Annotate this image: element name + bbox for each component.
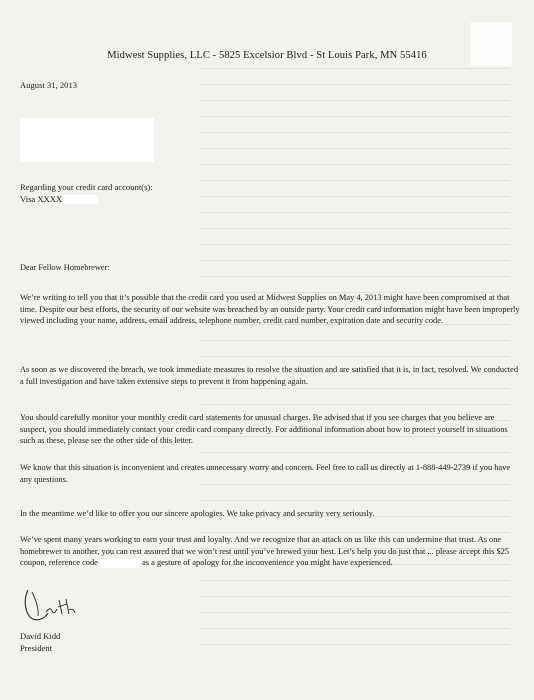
paragraph-coupon-offer [20, 534, 520, 569]
signature-block [20, 630, 60, 655]
account-reference [20, 182, 153, 205]
signer-title: President [20, 643, 52, 654]
paragraph-contact: We know that this situation is inconvenient and creates unnecessary worry and concern. Feel free to call us directly at 1-888-449-2739 if you have any questions. [20, 463, 511, 484]
card-number-masked: Visa XXXX [20, 193, 63, 204]
coupon-text-lead: We’ve spent many years working to earn your trust and loyalty. And we recognize that an attack on us like this can undermine that trust. As one homebrewer to another, you can rest assured that we won’t rest until you’ve brewed your best. Let’s help you do just that ... please accept this $25 coupon, reference code [20, 535, 510, 568]
paragraph-resolution: As soon as we discovered the breach, we took immediate measures to resolve the situation and are satisfied that it is, in fact, resolved. We conducted a full investigation and have taken extensive steps to prevent it from happening again. [20, 365, 519, 386]
redacted-coupon-code [100, 559, 140, 568]
redacted-recipient-address [20, 118, 154, 162]
salutation: Dear Fellow Homebrewer: [20, 263, 110, 272]
paragraph-apology: In the meantime we’d like to offer you our sincere apologies. We take privacy and security very seriously. [20, 509, 375, 518]
redacted-card-digits [64, 195, 98, 204]
reverse-side-show-through [200, 60, 510, 660]
letterhead: Midwest Supplies, LLC - 5825 Excelsior Blvd - St Louis Park, MN 55416 [107, 50, 427, 61]
signer-name: David Kidd [20, 631, 61, 641]
paragraph-breach-notice: We’re writing to tell you that it’s possible that the credit card you used at Midwest Supplies on May 4, 2013 might have been compromised at that time. Despite our best efforts, the security of our website was breached by an outside party. Your credit card information might have been improperly viewed including your name, address, email address, telephone number, credit card number, expiration date and security code. [20, 293, 520, 326]
account-reference-card [20, 194, 153, 206]
letter-date: August 31, 2013 [20, 80, 78, 90]
account-reference-label: Regarding your credit card account(s): [20, 182, 153, 192]
coupon-text-tail: as a gesture of apology for the inconvenience you might have experienced. [139, 558, 393, 568]
paragraph-monitoring-advice: You should carefully monitor your monthly credit card statements for unusual charges. Be advised that if you see charges that you believe are suspect, you should immediately contact your credit card company directly. For additional information about how to protect yourself in situations such as these, please see the other side of this letter. [20, 413, 508, 446]
handwritten-signature [22, 586, 78, 624]
